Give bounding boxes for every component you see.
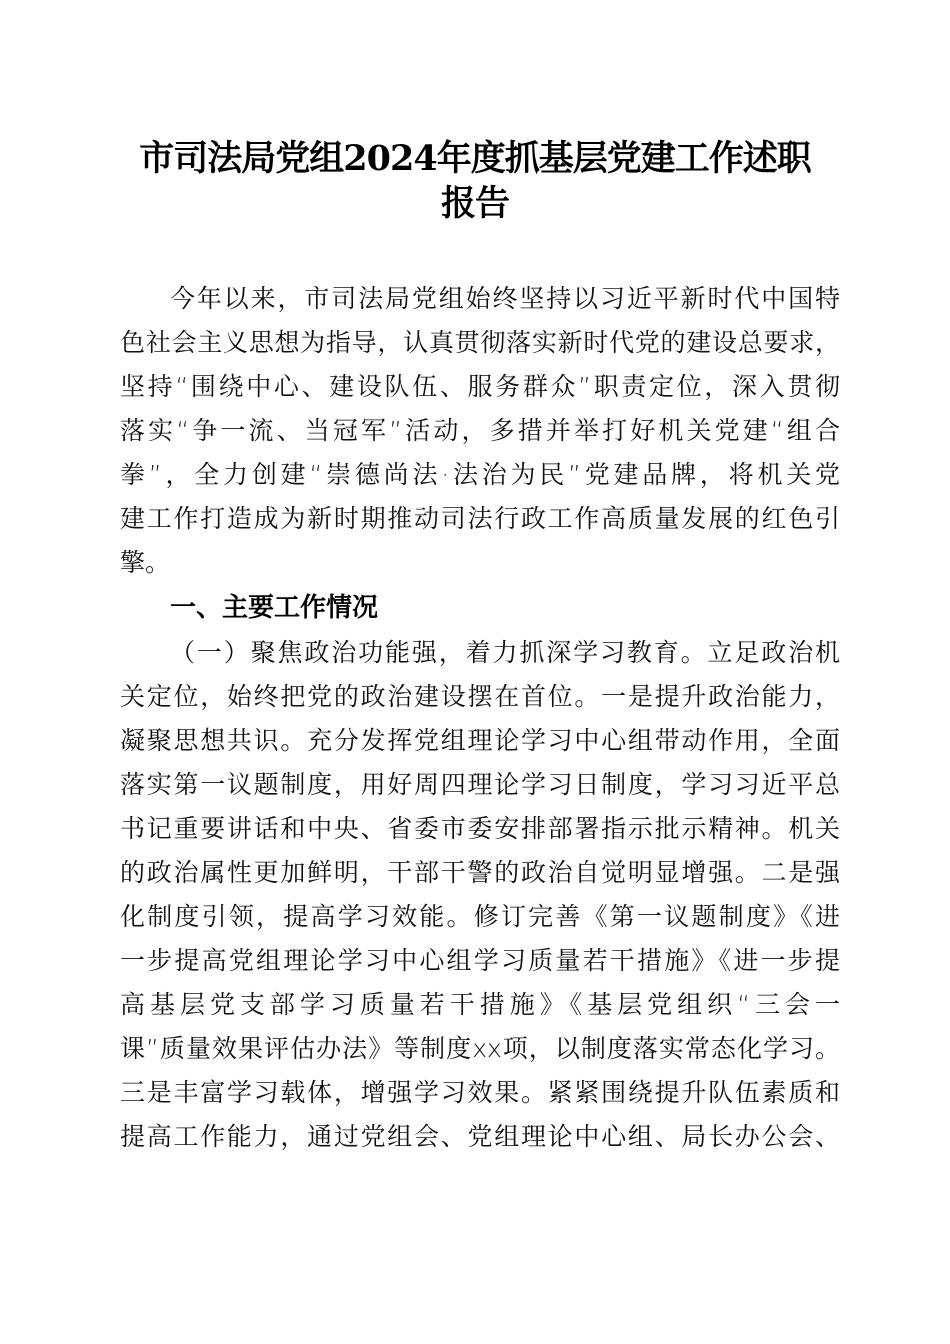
paragraph-line: （一）聚焦政治功能强，着力抓深学习教育。立足政治机 (170, 638, 840, 667)
paragraph-line: 落实第一议题制度，用好周四理论学习日制度，学习习近平总 (120, 770, 840, 799)
paragraph-line: 高基层党支部学习质量若干措施》《基层党组织“三会一 (120, 990, 840, 1019)
paragraph-line: 擎。 (120, 548, 171, 577)
paragraph-line: 书记重要讲话和中央、省委市委安排部署指示批示精神。机关 (120, 814, 840, 843)
paragraph-line: 的政治属性更加鲜明，干部干警的政治自觉明显增强。二是强 (120, 858, 840, 887)
paragraph-line: 坚持“围绕中心、建设队伍、服务群众”职责定位，深入贯彻 (120, 372, 840, 401)
paragraph-line: 化制度引领，提高学习效能。修订完善《第一议题制度》《进 (120, 902, 840, 931)
paragraph-line: 课”质量效果评估办法》等制度xx项，以制度落实常态化学习。 (120, 1034, 840, 1063)
document-title-line-1: 市司法局党组2024年度抓基层党建工作述职 (139, 138, 811, 179)
paragraph-line: 建工作打造成为新时期推动司法行政工作高质量发展的红色引 (120, 504, 840, 533)
section-heading: 一、主要工作情况 (170, 593, 379, 623)
paragraph-line: 落实“争一流、当冠军”活动，多措并举打好机关党建“组合 (120, 416, 840, 445)
paragraph-line: 色社会主义思想为指导，认真贯彻落实新时代党的建设总要求， (120, 328, 840, 357)
paragraph-line: 今年以来，市司法局党组始终坚持以习近平新时代中国特 (170, 284, 840, 313)
paragraph-line: 凝聚思想共识。充分发挥党组理论学习中心组带动作用，全面 (120, 726, 840, 755)
paragraph-line: 关定位，始终把党的政治建设摆在首位。一是提升政治能力， (120, 682, 840, 711)
paragraph-line: 三是丰富学习载体，增强学习效果。紧紧围绕提升队伍素质和 (120, 1078, 840, 1107)
paragraph-line: 拳”，全力创建“崇德尚法·法治为民”党建品牌，将机关党 (120, 460, 840, 489)
document-title-line-2: 报告 (440, 183, 509, 224)
paragraph-line: 一步提高党组理论学习中心组学习质量若干措施》《进一步提 (120, 946, 840, 975)
paragraph-line: 提高工作能力，通过党组会、党组理论中心组、局长办公会、 (120, 1122, 840, 1151)
